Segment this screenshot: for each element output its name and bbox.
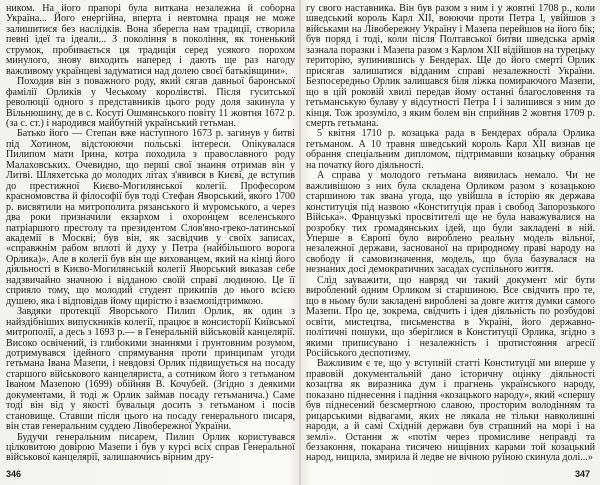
left-paragraph: Батько його — Степан вже наступного 1673 р. загинув у битві під Хотином, відстоюючи польські інтереси. Опікувалася Пилипом мати Ірина, котра походила з православного роду Малаховських. Очевидно, що перші свої знання отримав він у Литві. Шляхетська до молодих літах з'явився в Києві, де вступив до престижної Києво-Могилянської колегії. Професором красномовства й філософії був тоді Стефан Яворський, якого 1700 р. висвятили на митрополита рязанського й муромського, а через два роки призначили екзархом і охоронцем вселенського патріаршого престолу та президентом Слов'яно-греко-латинської академії в Москві; був він, як засвідчив у своїх записах, «справжнім рабом вплоті й духу у Петра (найбільшого ворога Орлика)». Але в колегії був він ще вихованцем, який на кінці його діяльності в Києво-Могилянській колегії Яворський виказав себе надзвичайно значною і відданою своїй справі людиною. Це її сприяло тому, що молодий студент прикипів до нього всією душею, яка і відповідав йому щирістю і взаємопідтримкою.: [6, 128, 295, 307]
left-paragraph: Будучи генеральним писарем, Пилип Орлик користувався цілковитою довірою Мазепи і був у курсі всіх справ Генеральної військової канцелярії, залишаючись вірним дру-: [6, 431, 295, 463]
right-paragraph: Важливим є те, що у вступній статті Конституції ми вперше у правовій документальній дано історичну оцінку діяльності козацтва як виразника дум і прагнень українського народу, показано піднесення і падіння «козацького народу», який «спершу був піднесений безсмертною славою, просторим володінням та рицарськими відвагами, яких не лякала не тільки навколишні народи, а й самі Східній держави був страшний на морі і на землі». Остання ж «потім через промисливе неправді та беззаконня, покарана тисячею нищівних карами той козацький народ, нищила, змирила й ледве не вічною руїною скинула долі...»: [306, 358, 595, 463]
book-gutter: [299, 0, 301, 485]
right-paragraph: Слід зауважити, що навряд чи такий документ міг бути вироблений одним Орликом зі старшиною. Все свідчить про те, що в ньому були закладені вироблені за довге життя думки самого Мазепи. Про це, зокрема, свідчить і ідея діяльність по розбудові освіти, мистецтва, письменства в Україні, його державно-політичні пошуки, що зберіглися в Конституції Орлика, згідно з якими приписувано і незалежність і протистояння агресії Російського деспотизму.: [306, 274, 595, 359]
left-paragraph: ником. На його прапорі була виткана незалежна й соборна Україна... Його енергійна, вперта і невтомна праця не може залишитися без наслідків. Вона зберегла нам традиції, створила певні ідеї та ідеали... З покоління в покоління, як тоненький струмок, пробивається ця традиція серед усякого порохом минулого, знову виходить наперед і дають ще раз нагоду важливому українцеві задуматися над долею своєї батьківщини».: [6, 4, 295, 77]
left-page-number: 346: [6, 469, 22, 479]
right-page: [306, 4, 595, 463]
left-paragraph: Походив він з поважного роду, який сягав давньої баронської фамілії Орликів у Чеському королівстві. Після гуситської революції одного з представників цього роду доля закинула у Вільнюшину, де в с. Косуті Ошмянського повіту 11 жовтня 1672 р. (за с. ст.) і народився майбутній український гетьман.: [6, 76, 295, 129]
left-page: [6, 4, 295, 463]
left-paragraph: Завдяки протекції Яворського Пилип Орлик, як один з найздібніших випускників колегії, працює в консисторії Київської митрополії, а десь з 1693 р.— в Генеральній військовій канцелярії. Високо освічений, із глибокими знаннями і ґрунтовним розумом, дотримувався ідейного спрямування проти принципам угоди гетьмана Івана Мазепи, і невдовзі Орлик підвищується на посаду старшого військового канцеляриста, а сотником його з гетьманом Іваном Мазепою (1699) обійняв В. Кочубей. (Згідно з деякими документами, й тоді ж Орлик займав посаду гетьманича.) Саме тоді він від у якості бувальця досить з гетьманом і посів становище. Ставши після цього на посаду генерального писаря, він став генеральним суддею Лівобережної України.: [6, 306, 295, 433]
right-paragraph: А справа у молодого гетьмана виявилась немало. Чи не важливішою з них була складена Орликом разом з козацькою старшиною так звана угода, що увійшла в історію як держава конституція під назвою «Конституція прав і свобод Запорозького Війська». Французькі просвітителі ще не була наважувалися на розробку тих громадянських ідей, що були закладені в ній. Уперше в Європі було вироблено реальну модель вільної, незалежної держави, заснованої на природному праві народу на свободу й самовизначення, модель, що була базувалася на незнаних досі демократичних засадах суспільного життя.: [306, 170, 595, 276]
right-paragraph: 5 квітня 1710 р. козацька рада в Бендерах обрала Орлика гетьманом. А 10 травня шведський король Карл XII визнав це обрання спеціальним дипломом, підтримавши козацьку обрання на початку його діяльності.: [306, 128, 595, 171]
right-paragraph: гу свого наставника. Він був разом з ним і у жовтні 1708 р., коли шведський король Карл XII, воюючи проти Петра I, увійшов з військами на Лівобережну Україну і Мазепа перейшов на його бік; був поряд і тоді, коли після Полтавської битви шведська армія зазнала поразки і Мазепа разом з Карлом XII відійшов на турецьку територію, зупинившись у Бендерах. Ще до його смерті Орлик присягав залишатися відданим справі незалежності України. Безпосередньо Орлик залишався біля ліжка помираючого Мазепи, що в цій роковій хвилі передав йому останні благословення та гетьманськую булаву у відсутності Петра I і залишився з ним до кінця. Тож зрозуміло, з яким болем він сприйняв 2 жовтня 1709 р. смерть гетьмана.: [306, 4, 595, 129]
right-page-number: 347: [574, 469, 590, 479]
